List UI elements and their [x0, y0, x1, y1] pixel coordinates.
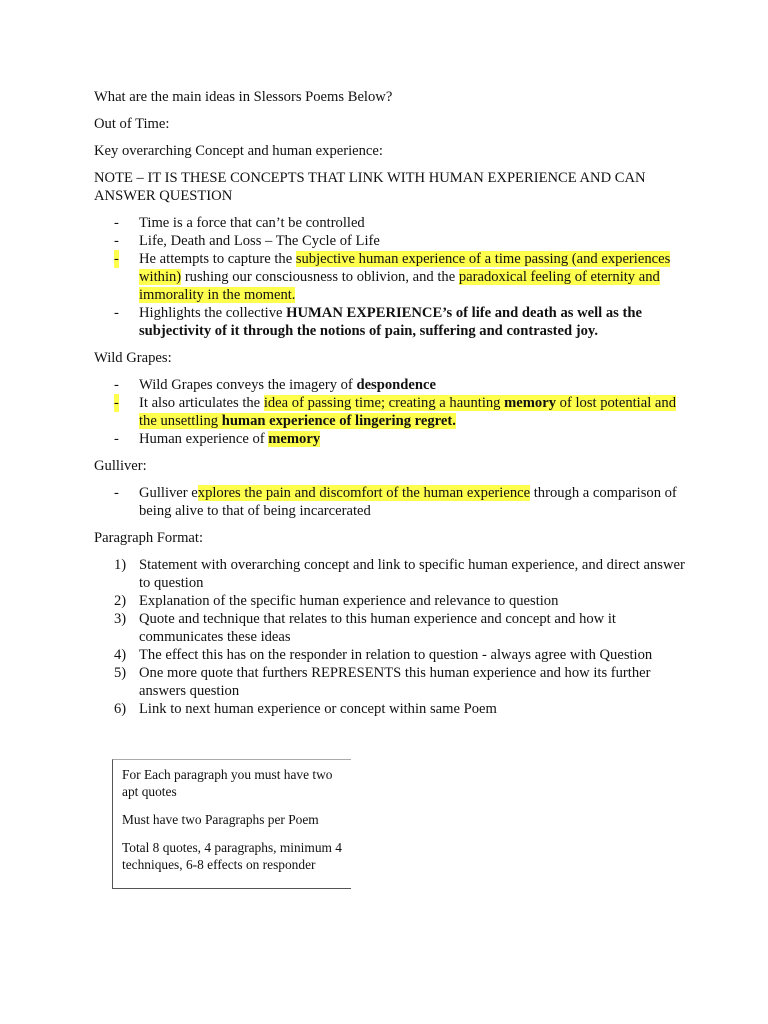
item-number: 3) [114, 611, 127, 627]
out-of-time-list [94, 214, 694, 340]
list-item-text: Life, Death and Loss – The Cycle of Life [139, 233, 380, 249]
requirements-box [112, 759, 351, 889]
bullet-dash: - [114, 377, 119, 393]
list-item [94, 304, 694, 340]
highlighted-bold-text: memory [504, 395, 557, 411]
list-item-text: Human experience of [139, 431, 269, 447]
bullet-dash: - [114, 305, 119, 321]
numbered-item [94, 556, 694, 592]
bullet-dash: - [114, 485, 119, 501]
highlighted-text: paradoxical feeling of eternity and immorality in the moment. [139, 269, 660, 303]
gulliver-list [94, 484, 694, 520]
bullet-dash: - [114, 215, 119, 231]
box-line: Total 8 quotes, 4 paragraphs, minimum 4 techniques, 6-8 effects on responder [122, 840, 342, 872]
numbered-item-text: Statement with overarching concept and link to specific human experience, and direct answer to question [139, 557, 685, 591]
list-item [94, 250, 694, 304]
question-heading: What are the main ideas in Slessors Poems Below? [94, 89, 393, 105]
numbered-item-text: The effect this has on the responder in relation to question - always agree with Question [139, 647, 653, 663]
numbered-item-text: Quote and technique that relates to this human experience and concept and how it communicates these ideas [139, 611, 616, 645]
highlighted-bold-text: human experience of lingering regret. [221, 413, 456, 429]
box-line: For Each paragraph you must have two apt quotes [122, 767, 333, 799]
highlighted-bold-text: memory [268, 431, 321, 447]
paragraph-format-list [94, 556, 694, 718]
bullet-dash: - [114, 395, 119, 411]
list-item [94, 394, 694, 430]
list-item-text: through a comparison of being alive to that of being incarcerated [139, 485, 677, 519]
list-item [94, 484, 694, 520]
list-item-text: Highlights the collective [139, 305, 287, 321]
section-heading-gulliver: Gulliver: [94, 458, 147, 474]
bullet-dash: - [114, 251, 119, 267]
item-number: 6) [114, 701, 127, 717]
bold-text: despondence [356, 377, 436, 393]
bullet-dash: - [114, 233, 119, 249]
numbered-item-text: Link to next human experience or concept within same Poem [139, 701, 497, 717]
highlighted-text: xplores the pain and discomfort of the human experience [197, 485, 531, 501]
section-heading-out-of-time: Out of Time: [94, 116, 170, 132]
list-item [94, 376, 694, 394]
list-item-text: He attempts to capture the [139, 251, 296, 267]
list-item [94, 430, 694, 448]
highlighted-text: subjective human experience of a time passing (and experiences within) [139, 251, 671, 285]
item-number: 5) [114, 665, 127, 681]
list-item-text: Time is a force that can’t be controlled [139, 215, 365, 231]
item-number: 4) [114, 647, 127, 663]
document-body [94, 88, 694, 727]
numbered-item [94, 664, 694, 700]
list-item-text: rushing our consciousness to oblivion, and the [181, 269, 459, 285]
list-item-text: Wild Grapes conveys the imagery of [139, 377, 357, 393]
item-number: 2) [114, 593, 127, 609]
list-item-text: Gulliver e [139, 485, 198, 501]
list-item [94, 214, 694, 232]
numbered-item [94, 646, 694, 664]
box-line: Must have two Paragraphs per Poem [122, 812, 319, 827]
bold-text: HUMAN EXPERIENCE’s of life and death as well as the subjectivity of it through the notions of pain, suffering and contrasted joy. [139, 305, 642, 339]
numbered-item-text: Explanation of the specific human experience and relevance to question [139, 593, 559, 609]
numbered-item [94, 700, 694, 718]
numbered-item [94, 610, 694, 646]
numbered-item [94, 592, 694, 610]
list-item-text: It also articulates the [139, 395, 264, 411]
key-concept-label: Key overarching Concept and human experience: [94, 143, 383, 159]
highlighted-text: idea of passing time; creating a haunting [263, 395, 505, 411]
highlighted-text: of lost potential and the unsettling [139, 395, 676, 429]
item-number: 1) [114, 557, 127, 573]
bullet-dash: - [114, 431, 119, 447]
section-heading-wild-grapes: Wild Grapes: [94, 350, 172, 366]
section-heading-paragraph-format: Paragraph Format: [94, 530, 204, 546]
numbered-item-text: One more quote that furthers REPRESENTS this human experience and how its further answers question [139, 665, 651, 699]
list-item [94, 232, 694, 250]
wild-grapes-list [94, 376, 694, 448]
note-text: NOTE – IT IS THESE CONCEPTS THAT LINK WITH HUMAN EXPERIENCE AND CAN ANSWER QUESTION [94, 170, 646, 204]
